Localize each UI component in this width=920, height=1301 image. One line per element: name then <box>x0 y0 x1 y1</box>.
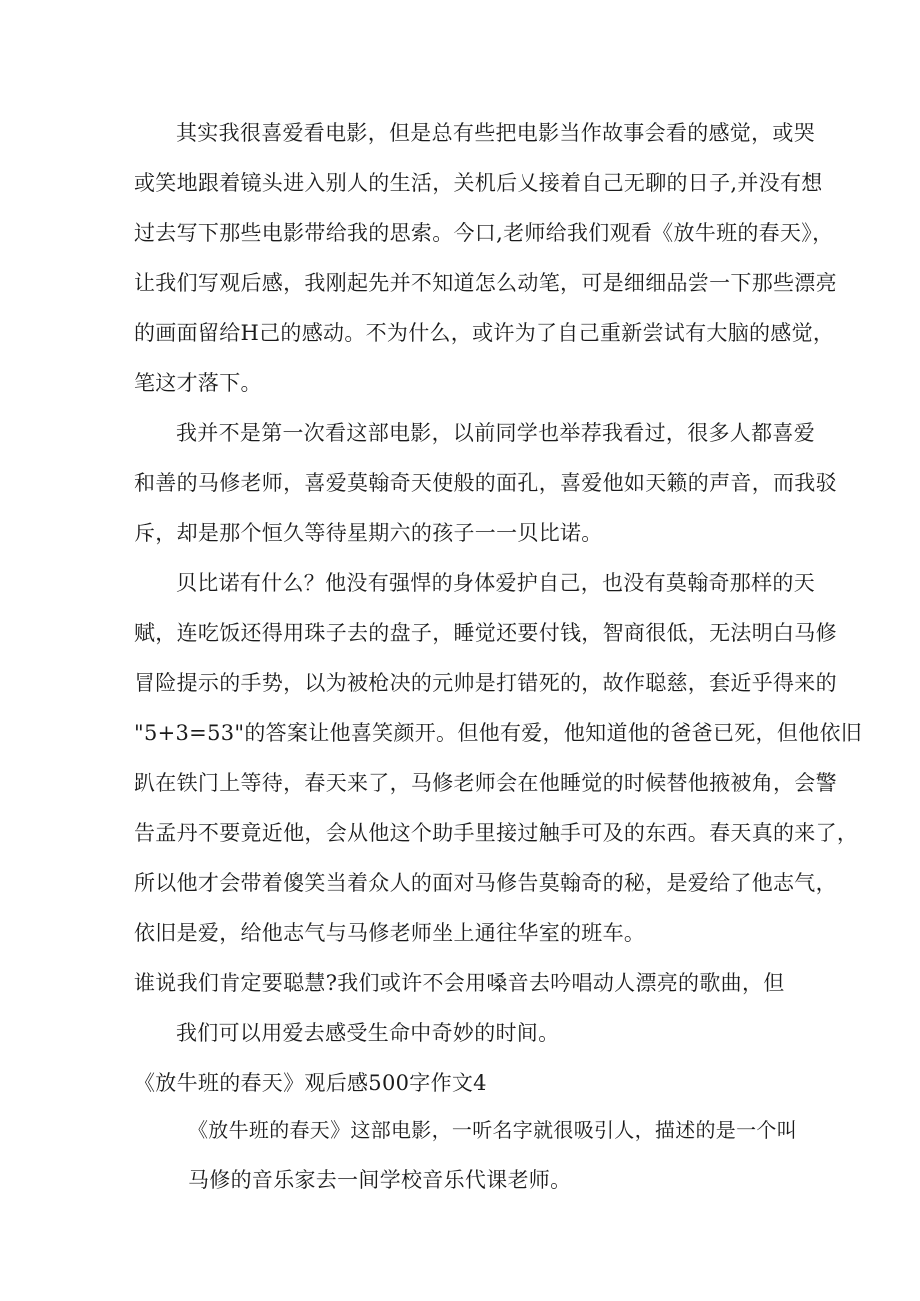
paragraph-1-line-1: 其实我很喜爱看电影，但是总有些把电影当作故事会看的感觉，或哭 <box>176 121 815 145</box>
paragraph-4-line-2: 我们可以用爱去感受生命中奇妙的时间。 <box>176 1021 560 1045</box>
paragraph-1-line-6: 笔这才落下。 <box>134 371 262 395</box>
paragraph-1-line-4: 让我们写观后感，我刚起先并不知道怎么动笔，可是细细品尝一下那些漂亮 <box>134 271 837 295</box>
paragraph-5-line-2: 马修的音乐家去一间学校音乐代课老师。 <box>188 1168 572 1192</box>
paragraph-3-line-4: "5+3=53"的答案让他喜笑颜开。但他有爱，他知道他的爸爸已死，但他依旧 <box>134 721 863 745</box>
paragraph-3-line-7: 所以他才会带着傻笑当着众人的面对马修告莫翰奇的秘，是爱给了他志气， <box>134 871 837 895</box>
paragraph-3-line-8: 依旧是爱，给他志气与马修老师坐上通往华室的班车。 <box>134 921 646 945</box>
paragraph-3-line-2: 赋，连吃饭还得用珠子去的盘子，睡觉还要付钱，智商很低，无法明白马修 <box>134 621 837 645</box>
paragraph-3-line-3: 冒险提示的手势，以为被枪决的元帅是打错死的，故作聪慈，套近乎得来的 <box>134 671 837 695</box>
paragraph-1-line-2: 或笑地跟着镜头进入别人的生活，关机后乂接着自己无聊的日子,并没有想 <box>134 171 823 195</box>
paragraph-1-line-5: 的画面留给H己的感动。不为什么，或许为了自己重新尝试有大脑的感觉， <box>134 321 835 345</box>
paragraph-5-line-1: 《放牛班的春天》这部电影，一听名字就很吸引人，描述的是一个叫 <box>188 1118 797 1142</box>
section-heading: 《放牛班的春天》观后感500字作文4 <box>134 1071 487 1095</box>
paragraph-3-line-1: 贝比诺有什么？他没有强悍的身体爱护自己，也没有莫翰奇那样的天 <box>176 571 815 595</box>
paragraph-3-line-5: 趴在铁门上等待，春天来了，马修老师会在他睡觉的时候替他掖被角，会警 <box>134 771 837 795</box>
paragraph-3-line-6: 告孟丹不要竟近他，会从他这个助手里接过触手可及的东西。春天真的来了， <box>134 821 859 845</box>
paragraph-1-line-3: 过去写下那些电影带给我的思索。今口,老师给我们观看《放牛班的春天》， <box>134 221 834 245</box>
paragraph-4-line-1: 谁说我们肯定要聪慧?我们或许不会用嗓音去吟唱动人漂亮的歌曲，但 <box>134 971 785 995</box>
paragraph-2-line-1: 我并不是第一次看这部电影，以前同学也举荐我看过，很多人都喜爱 <box>176 421 815 445</box>
paragraph-2-line-3: 斥，却是那个恒久等待星期六的孩子一一贝比诺。 <box>134 521 603 545</box>
paragraph-2-line-2: 和善的马修老师，喜爱莫翰奇天使般的面孔，喜爱他如天籁的声音，而我驳 <box>134 471 837 495</box>
